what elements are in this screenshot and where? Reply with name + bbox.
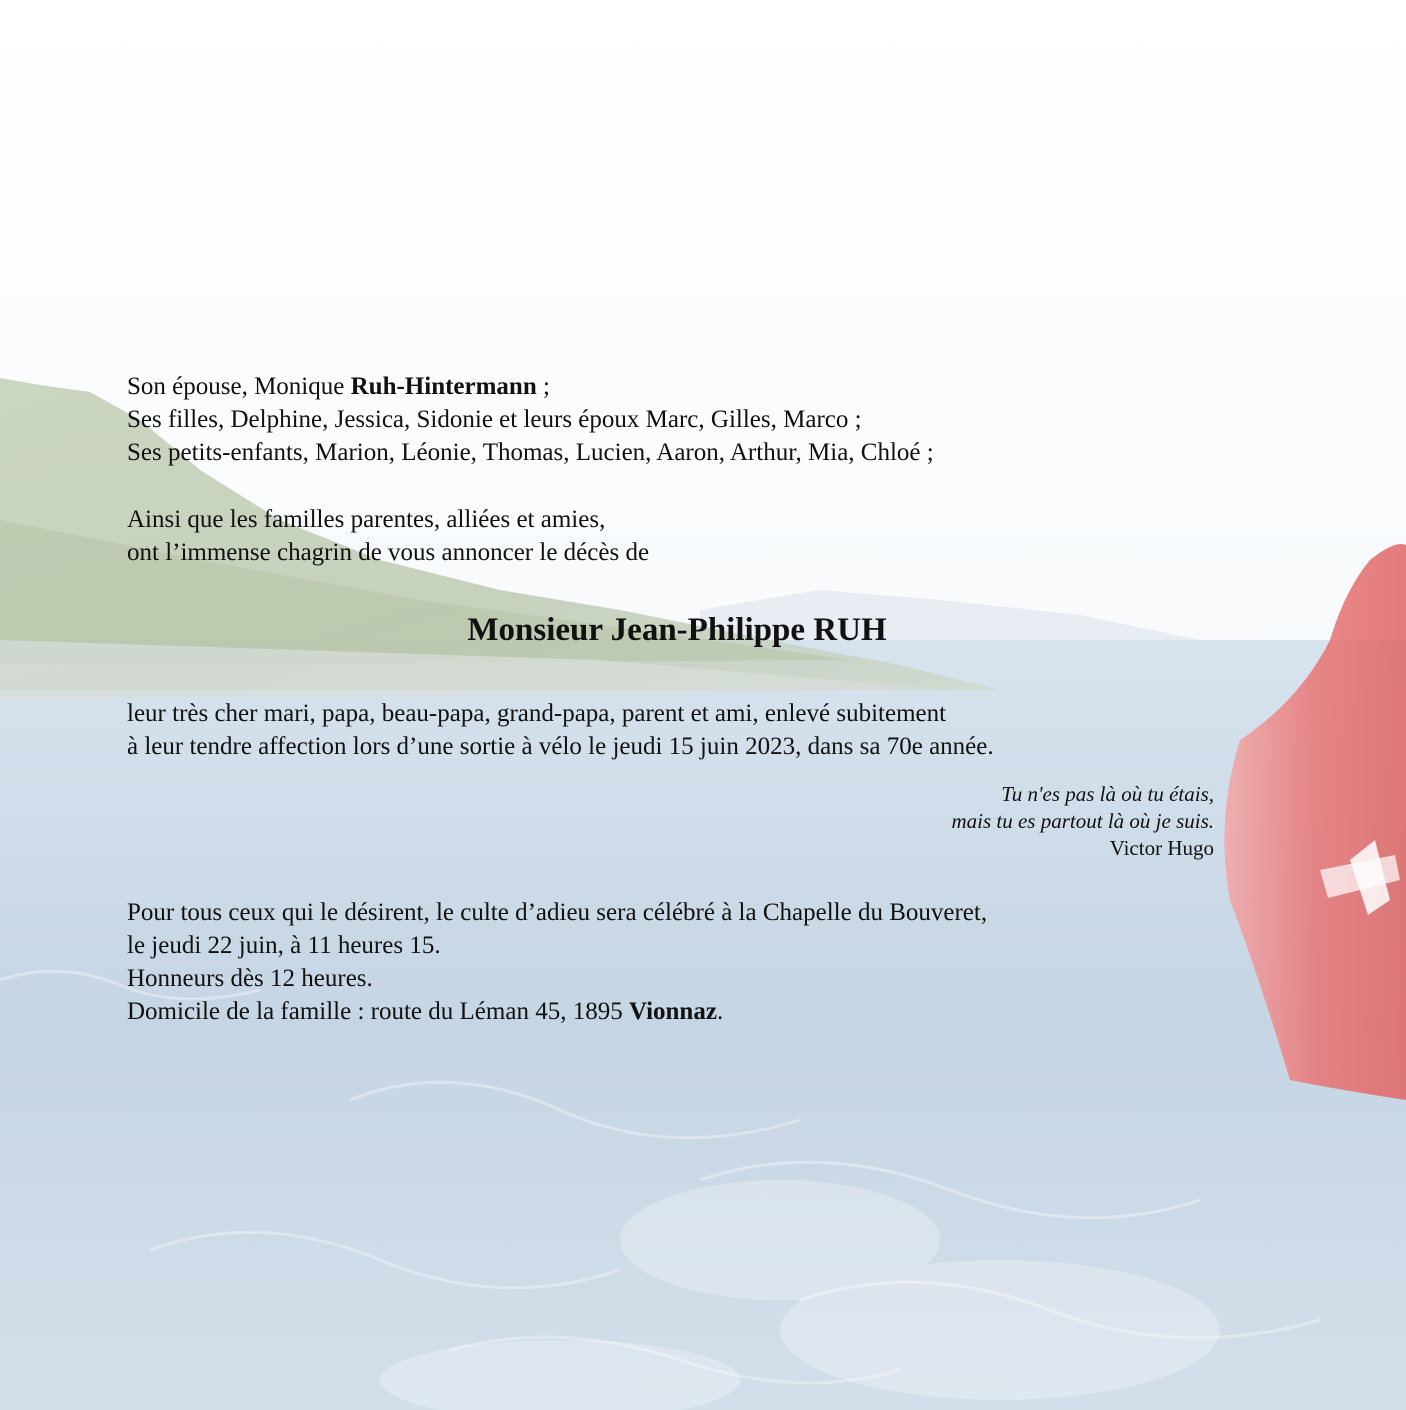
address-prefix: Domicile de la famille : route du Léman 45, 1895 bbox=[127, 998, 629, 1025]
ceremony-line-2: le jeudi 22 juin, à 11 heures 15. bbox=[127, 932, 441, 959]
ceremony-line-3: Honneurs dès 12 heures. bbox=[127, 965, 373, 992]
address-town: Vionnaz bbox=[628, 998, 717, 1025]
deceased-name: Monsieur Jean-Philippe RUH bbox=[467, 612, 887, 648]
spouse-prefix: Son épouse, Monique bbox=[127, 373, 351, 400]
address-suffix: . bbox=[716, 998, 724, 1025]
family-line-spouse bbox=[127, 370, 550, 403]
family-line-daughters: Ses filles, Delphine, Jessica, Sidonie et leurs époux Marc, Gilles, Marco ; bbox=[127, 406, 862, 433]
description-line-2: à leur tendre affection lors d’une sortie à vélo le jeudi 15 juin 2023, dans sa 70e année. bbox=[127, 733, 994, 760]
family-line-grandchildren: Ses petits-enfants, Marion, Léonie, Thomas, Lucien, Aaron, Arthur, Mia, Chloé ; bbox=[127, 439, 934, 466]
spouse-surname: Ruh-Hintermann bbox=[350, 373, 537, 400]
spouse-suffix: ; bbox=[536, 373, 550, 400]
ceremony-line-address bbox=[127, 995, 723, 1028]
announcement-line-1: Ainsi que les familles parentes, alliées et amies, bbox=[127, 506, 606, 533]
quote-line-2: mais tu es partout là où je suis. bbox=[951, 809, 1214, 833]
quote-line-1: Tu n'es pas là où tu étais, bbox=[1001, 782, 1214, 806]
quote-author: Victor Hugo bbox=[1109, 836, 1214, 860]
description-line-1: leur très cher mari, papa, beau-papa, grand-papa, parent et ami, enlevé subitement bbox=[127, 700, 947, 727]
ceremony-line-1: Pour tous ceux qui le désirent, le culte d’adieu sera célébré à la Chapelle du Bouveret, bbox=[127, 899, 988, 926]
announcement-line-2: ont l’immense chagrin de vous annoncer le décès de bbox=[127, 539, 650, 566]
